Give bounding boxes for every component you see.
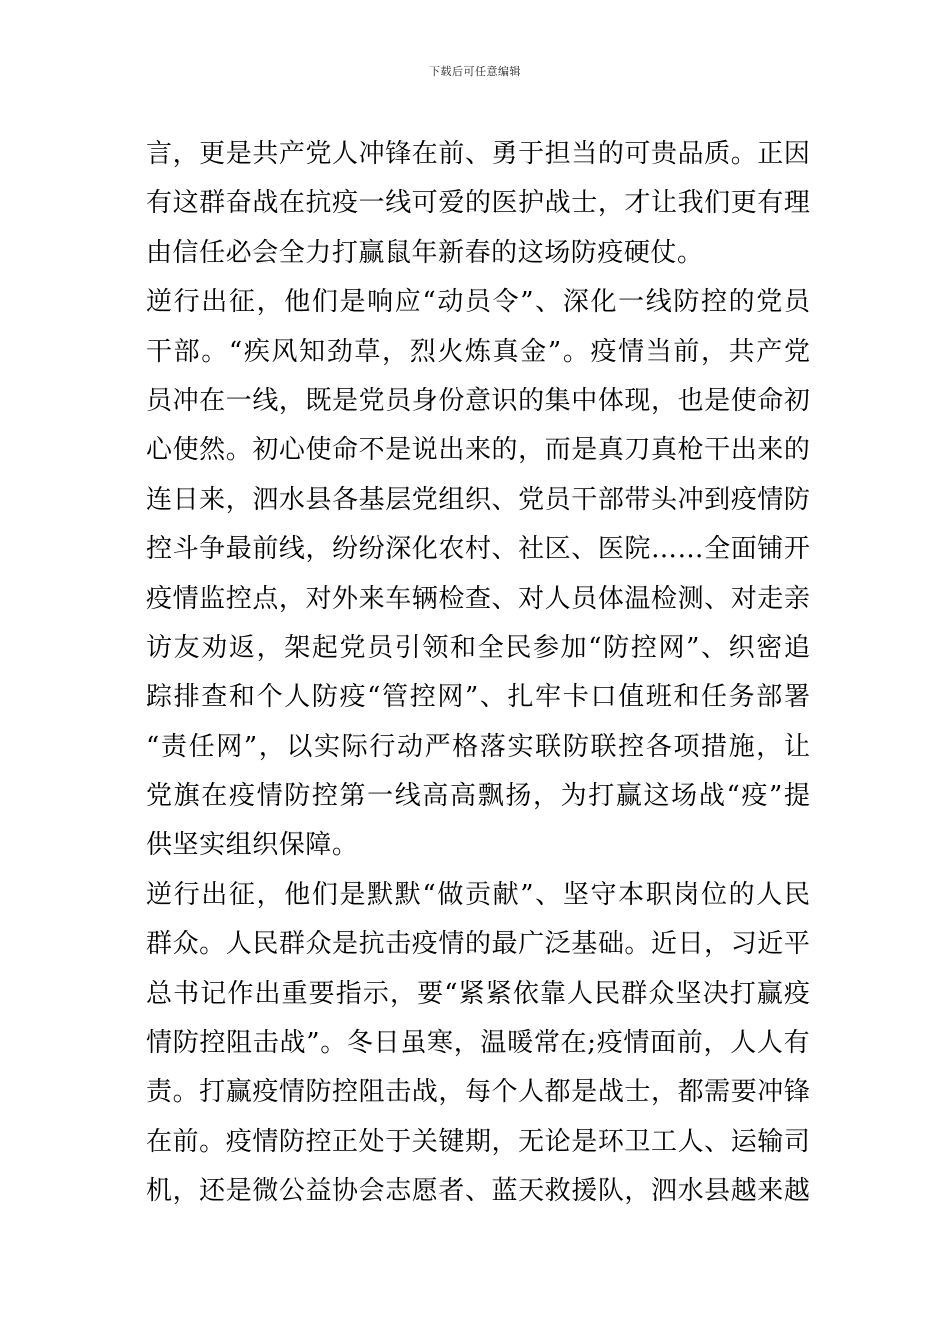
text-line: 心 使 然 。 初 心 使 命 不 是 说 出 来 的 ， 而 是 真 刀 真 枪 干 出 来 的 xyxy=(146,435,810,466)
text-line: 责 。 打 赢 疫 情 防 控 阻 击 战 ， 每 个 人 都 是 战 士 ， 都 需 要 冲 锋 xyxy=(146,1077,810,1108)
text-line: 踪 排 查 和 个 人 防 疫 “ 管 控 网 ” 、 扎 牢 卡 口 值 班 和 任 务 部 署 xyxy=(146,682,810,713)
text-line: 控 斗 争 最 前 线 ， 纷 纷 深 化 农 村 、 社 区 、 医 院 … … 全 面 铺 开 xyxy=(146,534,810,565)
text-line: 访 友 劝 返 ， 架 起 党 员 引 领 和 全 民 参 加 “ 防 控 网 ” 、 织 密 追 xyxy=(146,632,810,663)
text-line: 在 前 。 疫 情 防 控 正 处 于 关 键 期 ， 无 论 是 环 卫 工 人 、 运 输 司 xyxy=(146,1126,810,1157)
text-line: 党 旗 在 疫 情 防 控 第 一 线 高 高 飘 扬 ， 为 打 赢 这 场 战 “ 疫 ” 提 xyxy=(146,781,810,812)
text-line: 言 ， 更 是 共 产 党 人 冲 锋 在 前 、 勇 于 担 当 的 可 贵 品 质 。 正 因 xyxy=(146,139,810,169)
page-header: 下载后可任意编辑 xyxy=(429,65,521,78)
text-line: 有 这 群 奋 战 在 抗 疫 一 线 可 爱 的 医 护 战 士 ， 才 让 我 们 更 有 理 xyxy=(146,188,810,219)
text-line: 总 书 记 作 出 重 要 指 示 ， 要 “ 紧 紧 依 靠 人 民 群 众 坚 决 打 赢 疫 xyxy=(146,978,810,1009)
text-line: 疫 情 监 控 点 ， 对 外 来 车 辆 检 查 、 对 人 员 体 温 检 测 、 对 走 亲 xyxy=(146,583,810,614)
text-line: 由 信 任 必 会 全 力 打 赢 鼠 年 新 春 的 这 场 防 疫 硬 仗 。 xyxy=(146,237,703,268)
text-line: 情 防 控 阻 击 战 ” 。 冬 日 虽 寒 ， 温 暖 常 在 ; 疫 情 面 前 ， 人 人 有 xyxy=(146,1028,810,1059)
text-line: “ 责 任 网 ” ， 以 实 际 行 动 严 格 落 实 联 防 联 控 各 项 措 施 ， 让 xyxy=(146,731,810,762)
text-line: 逆 行 出 征 ， 他 们 是 默 默 “ 做 贡 献 ” 、 坚 守 本 职 岗 位 的 人 民 xyxy=(146,879,810,910)
text-line: 群 众 。 人 民 群 众 是 抗 击 疫 情 的 最 广 泛 基 础 。 近 日 ， 习 近 平 xyxy=(146,929,810,960)
text-line: 干 部 。 “ 疾 风 知 劲 草 ， 烈 火 炼 真 金 ” 。 疫 情 当 前 ， 共 产 党 xyxy=(146,336,810,367)
text-line: 供 坚 实 组 织 保 障 。 xyxy=(146,830,358,861)
text-line: 逆 行 出 征 ， 他 们 是 响 应 “ 动 员 令 ” 、 深 化 一 线 防 控 的 党 员 xyxy=(146,287,810,318)
text-line: 连 日 来 ， 泗 水 县 各 基 层 党 组 织 、 党 员 干 部 带 头 冲 到 疫 情 防 xyxy=(146,484,810,515)
text-line: 员 冲 在 一 线 ， 既 是 党 员 身 份 意 识 的 集 中 体 现 ， 也 是 使 命 初 xyxy=(146,385,810,416)
document-body xyxy=(146,130,810,1217)
text-line: 机 ， 还 是 微 公 益 协 会 志 愿 者 、 蓝 天 救 援 队 ， 泗 水 县 越 来 越 xyxy=(146,1176,810,1207)
